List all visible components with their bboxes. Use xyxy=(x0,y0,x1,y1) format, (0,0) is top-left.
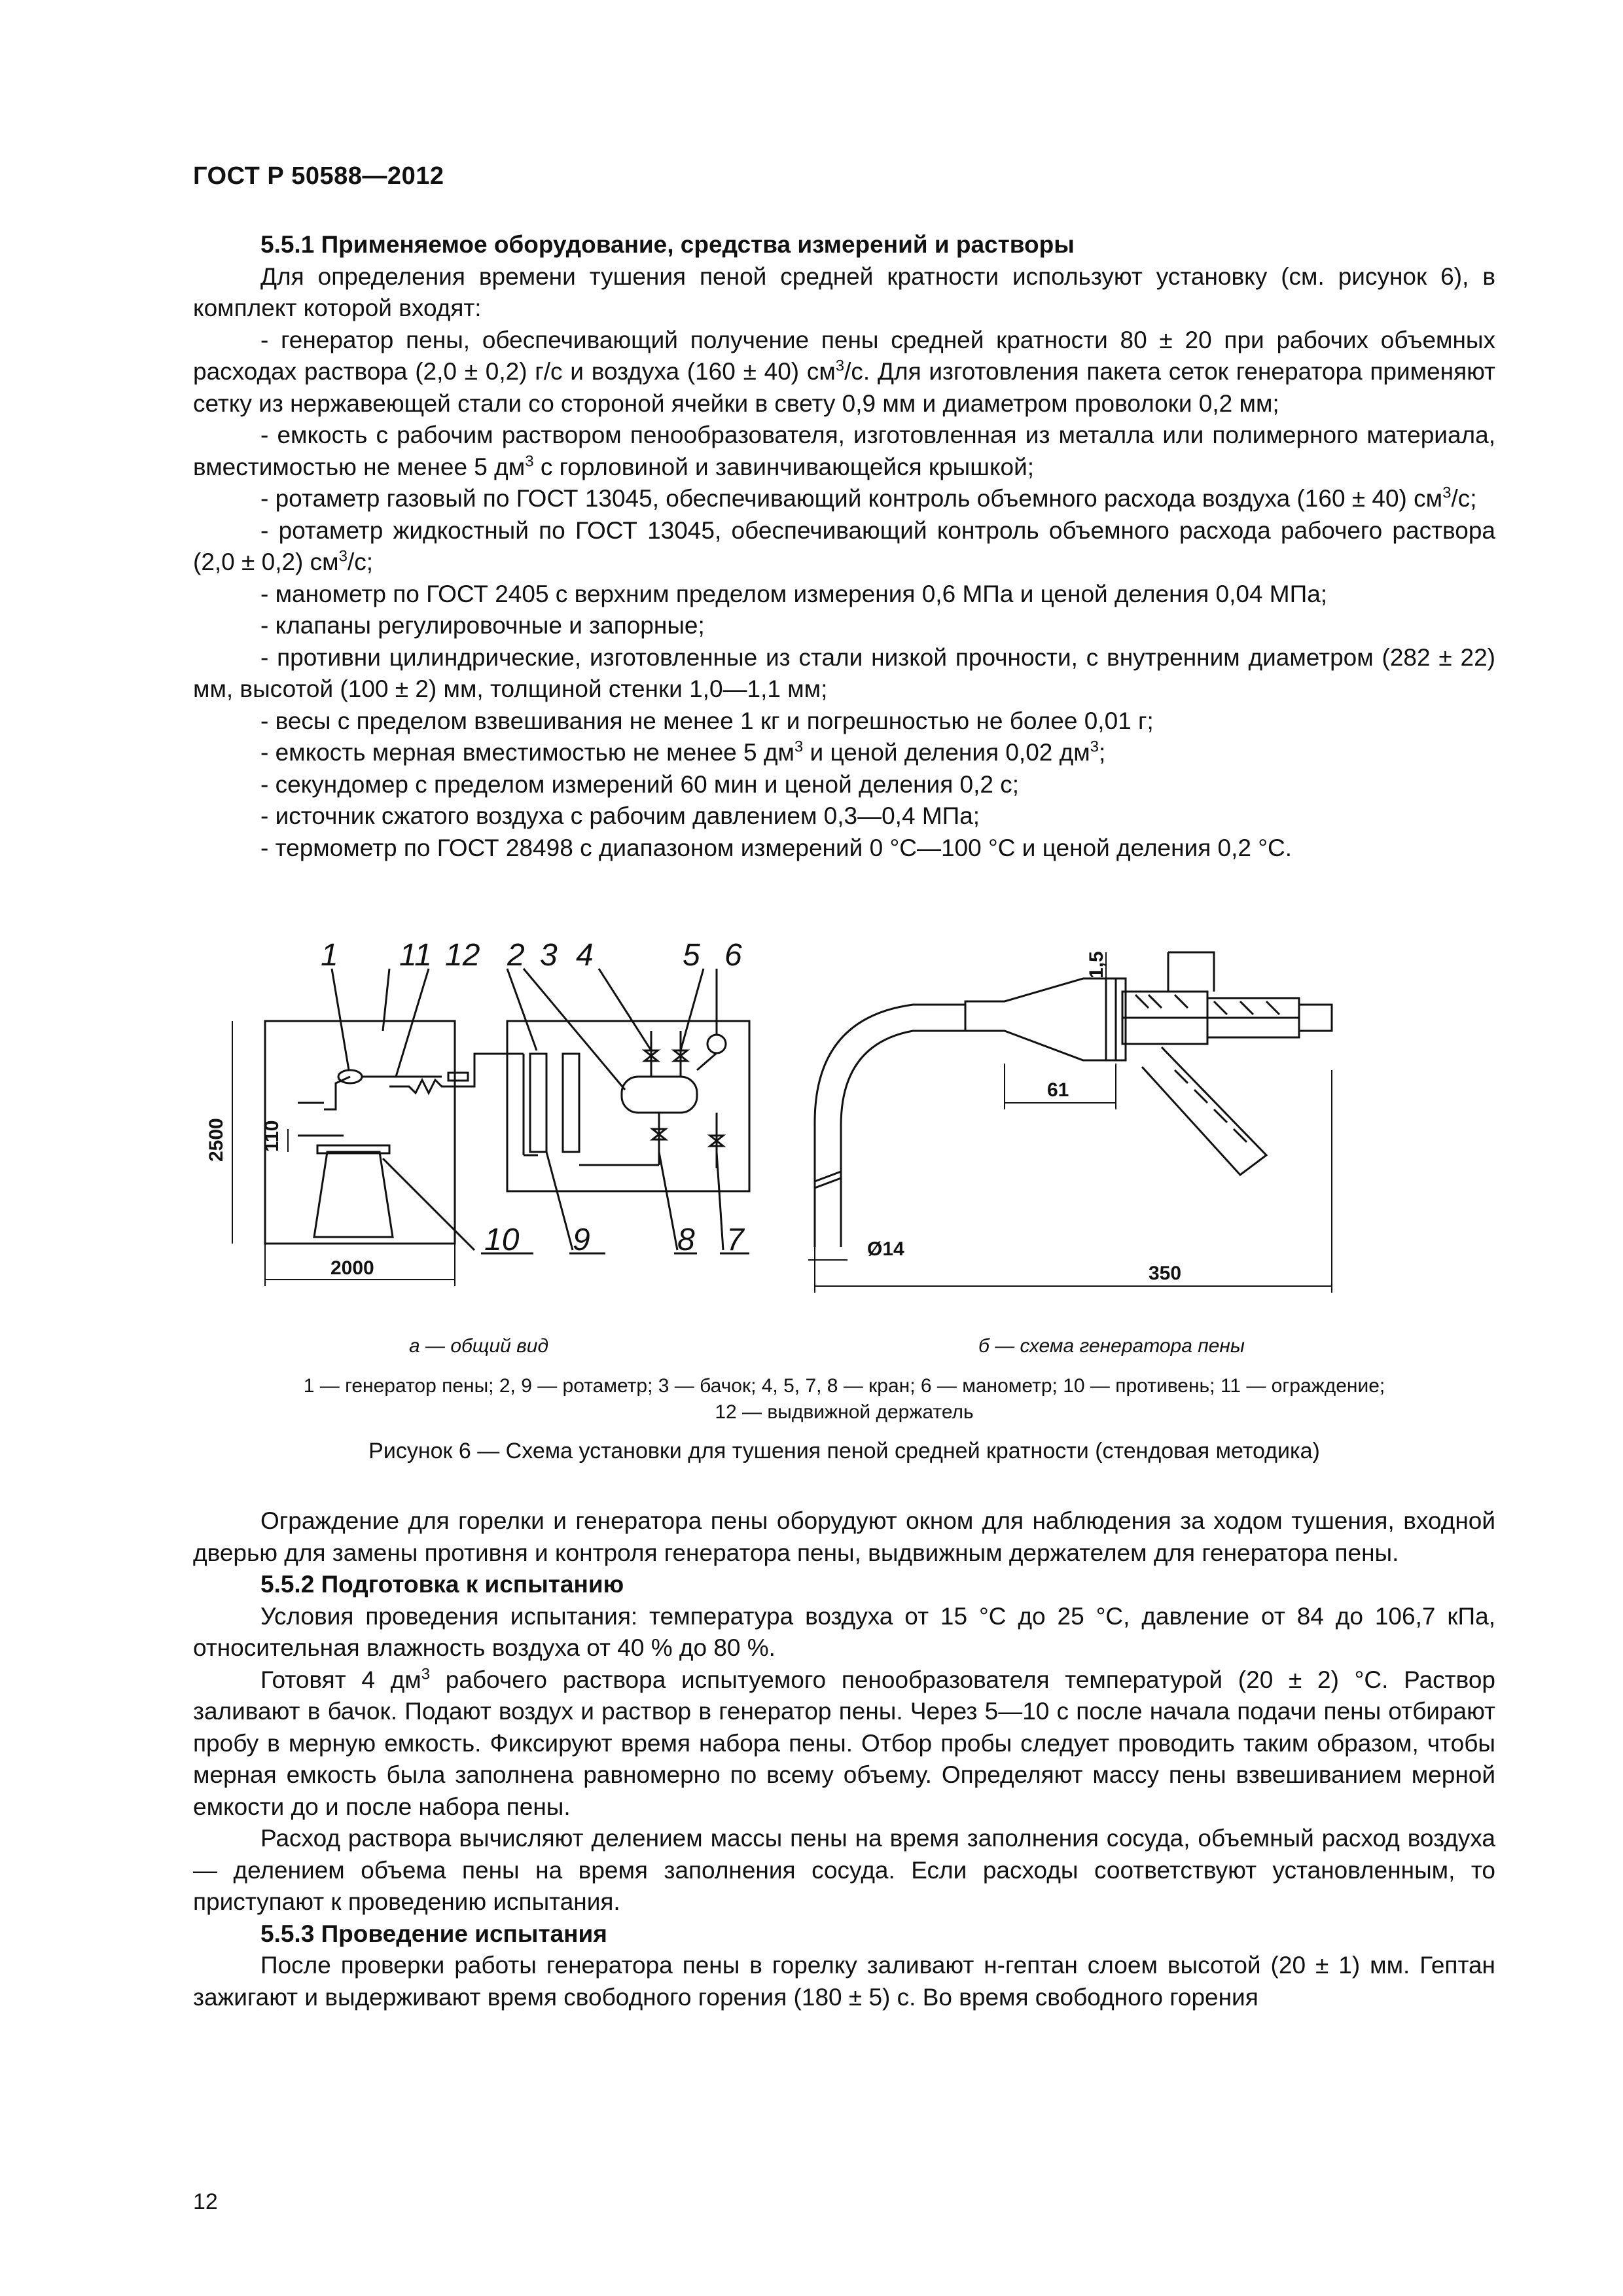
figure-caption: Рисунок 6 — Схема установки для тушения пеной средней кратности (стендовая методика) xyxy=(368,1439,1320,1463)
label-4: 4 xyxy=(576,939,594,973)
figure-6-drawing xyxy=(193,939,1495,1345)
list-item: - емкость с рабочим раствором пенообразователя, изготовленная из металла или полимерного материала, вместимостью не менее 5 $дм^3$ с горловиной и завинчивающейся крышкой; xyxy=(193,422,1495,480)
page-number: 12 xyxy=(193,2189,218,2214)
paragraph: Для определения времени тушения пеной средней кратности используют установку (см. рисунок 6), в комплект которой входят: xyxy=(193,262,1495,321)
dim-d14: Ø14 xyxy=(867,1238,904,1260)
paragraph: Условия проведения испытания: температура воздуха от 15 °С до 25 °С, давление от 84 до 106,7 кПа, относительная влажность воздуха от 40 % до 80 %. xyxy=(193,1602,1495,1661)
dim-110: 110 xyxy=(261,1120,283,1152)
list-item: - ротаметр жидкостный по ГОСТ 13045, обеспечивающий контроль объемного расхода рабочего раствора (2,0 ± 0,2) $см^3/с$; xyxy=(193,516,1495,575)
paragraph: После проверки работы генератора пены в горелку заливают н-гептан слоем высотой (20 ± 1) мм. Гептан зажигают и выдерживают время свободного горения (180 ± 5) с. Во время свободного горения xyxy=(193,1952,1495,2011)
rotameter-2 xyxy=(530,1054,546,1152)
list-item: - ротаметр газовый по ГОСТ 13045, обеспечивающий контроль объемного расхода воздуха (160 ± 40) $см^3/с$; xyxy=(260,484,1477,512)
list-item: - весы с пределом взвешивания не менее 1 кг и погрешностью не более 0,01 г; xyxy=(260,707,1154,734)
section-heading: 5.5.1 Применяемое оборудование, средства измерений и растворы xyxy=(260,231,1075,258)
list-item: - емкость мерная вместимостью не менее 5 $дм^3$ и ценой деления 0,02 $дм^3$; xyxy=(260,738,1106,766)
dim-2500: 2500 xyxy=(205,1118,227,1162)
legend-line-1: 1 — генератор пены; 2, 9 — ротаметр; 3 — бачок; 4, 5, 7, 8 — кран; 6 — манометр; 10 — противень; 11 — ограждение; xyxy=(303,1375,1385,1397)
generator-cone xyxy=(965,978,1116,1060)
label-8: 8 xyxy=(677,1223,695,1257)
figure-legend xyxy=(193,1373,1495,1426)
dim-1-5: 1,5 xyxy=(1086,951,1107,978)
label-7: 7 xyxy=(726,1223,744,1257)
label-1: 1 xyxy=(321,939,338,973)
list-item: - генератор пены, обеспечивающий получение пены средней кратности 80 ± 20 при рабочих объемных расходах раствора (2,0 ± 0,2) г/с и воздуха (160 ± 40) $см^3/с$. Для изготовления пакета сеток генератора применяют сетку из нержавеющей стали со стороной ячейки в свету 0,9 мм и диаметром проволоки 0,2 мм; xyxy=(193,326,1495,417)
side-branch xyxy=(1142,1047,1266,1175)
dim-2000: 2000 xyxy=(330,1257,374,1279)
label-10: 10 xyxy=(484,1223,520,1257)
list-item: - секундомер с пределом измерений 60 мин и ценой деления 0,2 с; xyxy=(260,770,1020,798)
dim-61: 61 xyxy=(1047,1079,1069,1101)
legend-line-2: 12 — выдвижной держатель xyxy=(715,1401,974,1423)
section-heading-5-5-3: 5.5.3 Проведение испытания xyxy=(260,1920,607,1947)
label-3: 3 xyxy=(540,939,558,973)
section-heading-5-5-2: 5.5.2 Подготовка к испытанию xyxy=(260,1571,624,1598)
subcaption-a: а — общий вид xyxy=(409,1335,549,1357)
section-5-5-1 xyxy=(193,229,1495,864)
figure-6 xyxy=(193,939,1495,1345)
label-9: 9 xyxy=(573,1223,590,1257)
section-after-figure xyxy=(193,1505,1495,2013)
rotameter-9 xyxy=(563,1054,579,1152)
enclosure xyxy=(265,1021,455,1244)
paragraph: Ограждение для горелки и генератора пены оборудуют окном для наблюдения за ходом тушения, входной дверью для замены противня и контроля генератора пены, выдвижным держателем для генератора пены. xyxy=(193,1507,1495,1566)
document-header: ГОСТ Р 50588—2012 xyxy=(193,162,444,190)
subcaption-b: б — схема генератора пены xyxy=(978,1335,1245,1357)
manometer xyxy=(707,1035,726,1053)
label-6: 6 xyxy=(724,939,742,973)
figure-a-labels xyxy=(321,939,745,1257)
list-item: - противни цилиндрические, изготовленные из стали низкой прочности, с внутренним диаметром (282 ± 22) мм, высотой (100 ± 2) мм, толщиной стенки 1,0—1,1 мм; xyxy=(193,643,1495,702)
dim-350: 350 xyxy=(1149,1263,1182,1284)
list-item: - источник сжатого воздуха с рабочим давлением 0,3—0,4 МПа; xyxy=(260,802,980,829)
paragraph: Готовят 4 $дм^3$ рабочего раствора испытуемого пенообразователя температурой (20 ± 2) °С. Раствор заливают в бачок. Подают воздух и раствор в генератор пены. Через 5—10 с после начала подачи пены отбирают пробу в мерную емкость. Фиксируют время набора пены. Отбор пробы следует проводить таким образом, чтобы мерная емкость была заполнена равномерно по всему объему. Определяют массу пены взвешиванием мерной емкости до и после набора пены. xyxy=(193,1665,1495,1820)
list-item: - манометр по ГОСТ 2405 с верхним пределом измерения 0,6 МПа и ценой деления 0,04 МПа; xyxy=(260,580,1328,607)
fire-pan-stand xyxy=(314,1152,393,1237)
pipe xyxy=(815,1005,965,1247)
label-2: 2 xyxy=(507,939,525,973)
tank xyxy=(622,1077,697,1113)
label-12: 12 xyxy=(445,939,480,973)
label-11: 11 xyxy=(399,939,432,973)
label-5: 5 xyxy=(683,939,700,973)
list-item: - термометр по ГОСТ 28498 с диапазоном измерений 0 °С—100 °С и ценой деления 0,2 °С. xyxy=(260,834,1293,861)
list-item: - клапаны регулировочные и запорные; xyxy=(260,612,705,639)
paragraph: Расход раствора вычисляют делением массы пены на время заполнения сосуда, объемный расход воздуха — делением объема пены на время заполнения сосуда. Если расходы соответствуют установленным, то приступают к проведению испытания. xyxy=(193,1825,1495,1915)
